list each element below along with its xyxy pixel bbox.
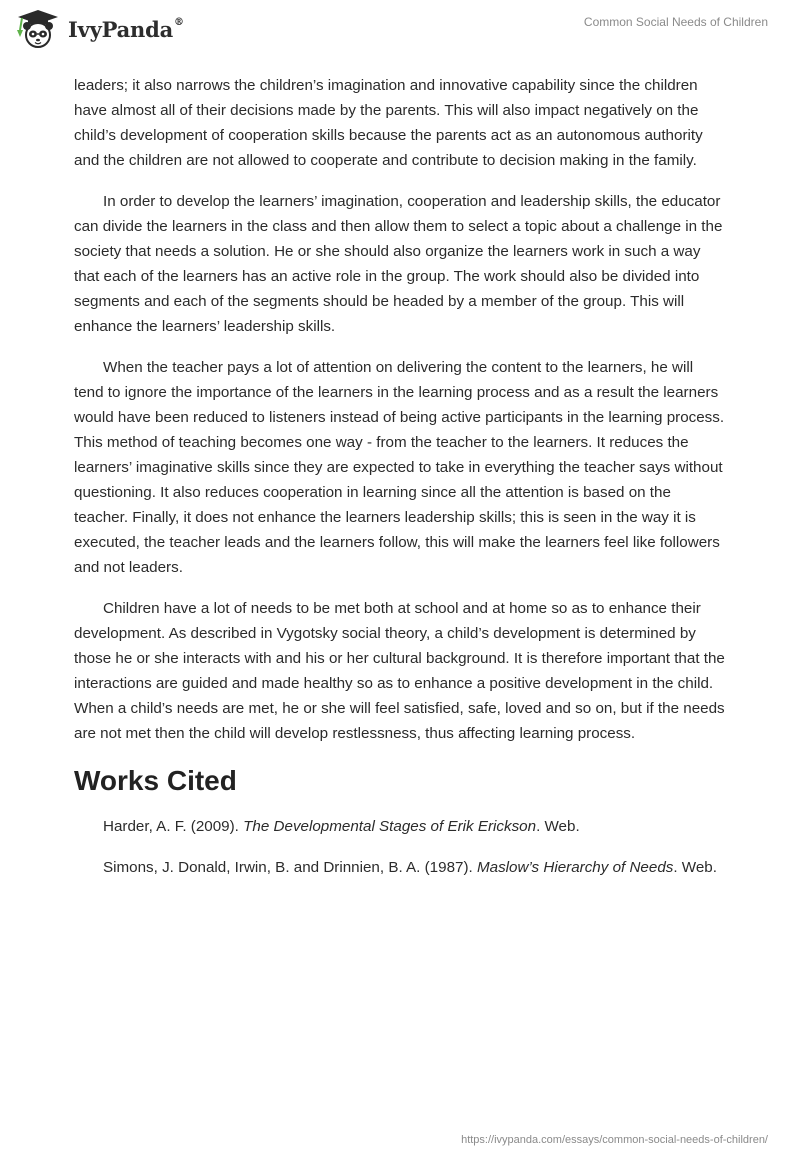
- document-title: Common Social Needs of Children: [583, 15, 768, 29]
- works-cited-heading: Works Cited: [74, 765, 237, 796]
- panda-mascot-icon: [14, 8, 62, 50]
- page-header: [0, 0, 800, 64]
- logo-wordmark: [68, 17, 184, 42]
- body-paragraph: Children have a lot of needs to be met both at school and at home so as to enhance their development. As described in Vygotsky social theory, a child’s development is determined by those he or she interacts with and his or her cultural background. It is therefore important that the interactions are guided and made healthy so as to enhance a positive development in the child. When a child’s needs are met, he or she will feel satisfied, safe, loved and so on, but if the needs are not met then the child will develop restlessness, thus affecting learning process.: [74, 600, 725, 742]
- logo-name: IvyPanda: [68, 16, 174, 42]
- citation-authors: Simons, J. Donald, Irwin, B. and Drinnien, B. A. (1987).: [103, 859, 477, 876]
- logo-registered-mark: ®: [174, 16, 184, 28]
- body-paragraph: When the teacher pays a lot of attention on delivering the content to the learners, he will tend to ignore the importance of the learners in the learning process and as a result the learners would have been reduced to listeners instead of being active participants in the learning process. This method of teaching becomes one way - from the teacher to the learners. It reduces the learners’ imaginative skills since they are expected to take in everything the teacher says without questioning. It also reduces cooperation in learning since all the attention is based on the teacher. Finally, it does not enhance the learners leadership skills; this is seen in the way it is executed, the teacher leads and the learners follow, this will make the learners feel like followers and not leaders.: [74, 359, 725, 576]
- citation-suffix: . Web.: [536, 818, 580, 835]
- citation-entry: [74, 814, 726, 839]
- citation-authors: Harder, A. F. (2009).: [103, 818, 244, 835]
- body-paragraph: In order to develop the learners’ imagination, cooperation and leadership skills, the educator can divide the learners in the class and then allow them to select a topic about a challenge in the society that needs a solution. He or she should also organize the learners work in such a way that each of the learners has an active role in the group. The work should also be divided into segments and each of the segments should be headed by a member of the group. This will enhance the learners’ leadership skills.: [74, 193, 723, 335]
- ivypanda-logo[interactable]: [14, 8, 184, 50]
- citation-title: The Developmental Stages of Erik Erickson: [243, 818, 537, 835]
- body-paragraph: leaders; it also narrows the children’s imagination and innovative capability since the children have almost all of their decisions made by the parents. This will also impact negatively on the child’s development of cooperation skills because the parents act as an autonomous authority and the children are not allowed to cooperate and contribute to decision making in the family.: [74, 77, 703, 169]
- citation-title: Maslow’s Hierarchy of Needs: [476, 859, 674, 876]
- essay-content: [74, 73, 726, 896]
- citation-entry: [74, 855, 726, 880]
- source-url-link[interactable]: https://ivypanda.com/essays/common-social-needs-of-children/: [461, 1134, 768, 1146]
- citation-suffix: . Web.: [673, 859, 717, 876]
